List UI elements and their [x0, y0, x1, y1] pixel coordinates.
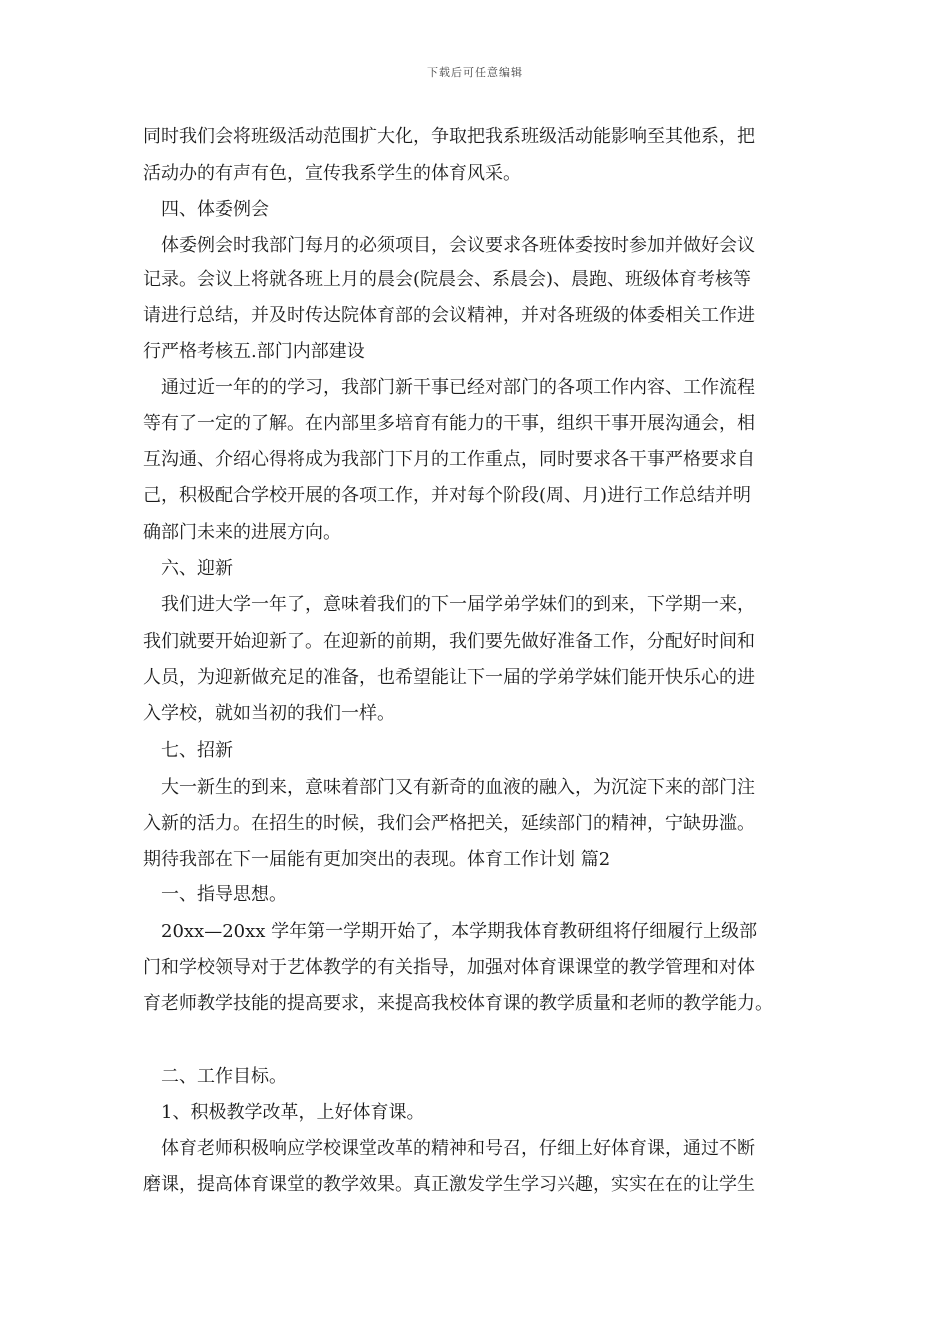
sub-heading: 1、积极教学改革，上好体育课。 — [143, 1102, 425, 1123]
text-line: 记录。会议上将就各班上月的晨会(院晨会、系晨会)、晨跑、班级体育考核等 — [143, 269, 752, 290]
text-line: 我们就要开始迎新了。在迎新的前期，我们要先做好准备工作，分配好时间和 — [143, 631, 755, 652]
text-line: 等有了一定的了解。在内部里多培育有能力的干事，组织干事开展沟通会，相 — [143, 413, 755, 434]
text-line: 行严格考核五.部门内部建设 — [143, 341, 365, 362]
section-heading: 七、招新 — [143, 740, 233, 761]
text-line: 确部门未来的进展方向。 — [143, 522, 341, 543]
text-line: 同时我们会将班级活动范围扩大化，争取把我系班级活动能影响至其他系，把 — [143, 126, 755, 147]
section-heading: 一、指导思想。 — [143, 884, 287, 905]
text-line: 磨课，提高体育课堂的教学效果。真正激发学生学习兴趣，实实在在的让学生 — [143, 1174, 755, 1195]
text-line: 我们进大学一年了，意味着我们的下一届学弟学妹们的到来，下学期一来， — [143, 594, 755, 615]
section-heading: 四、体委例会 — [143, 199, 269, 220]
section-heading: 二、工作目标。 — [143, 1066, 287, 1087]
text-line: 门和学校领导对于艺体教学的有关指导，加强对体育课课堂的教学管理和对体 — [143, 957, 755, 978]
text-line: 通过近一年的的学习，我部门新干事已经对部门的各项工作内容、工作流程 — [143, 377, 755, 398]
text-line: 请进行总结，并及时传达院体育部的会议精神，并对各班级的体委相关工作进 — [143, 305, 755, 326]
text-line: 入新的活力。在招生的时候，我们会严格把关，延续部门的精神，宁缺毋滥。 — [143, 813, 755, 834]
text-line: 己，积极配合学校开展的各项工作，并对每个阶段(周、月)进行工作总结并明 — [143, 485, 752, 506]
text-line: 育老师教学技能的提高要求，来提高我校体育课的教学质量和老师的教学能力。 — [143, 993, 773, 1014]
page-header: 下载后可任意编辑 — [427, 66, 523, 79]
text-line: 活动办的有声有色，宣传我系学生的体育风采。 — [143, 163, 521, 184]
section-heading: 六、迎新 — [143, 558, 233, 579]
text-line: 体育老师积极响应学校课堂改革的精神和号召，仔细上好体育课，通过不断 — [143, 1138, 755, 1159]
text-line: 人员，为迎新做充足的准备，也希望能让下一届的学弟学妹们能开快乐心的进 — [143, 667, 755, 688]
text-line: 大一新生的到来，意味着部门又有新奇的血液的融入，为沉淀下来的部门注 — [143, 777, 755, 798]
text-line: 体委例会时我部门每月的必须项目，会议要求各班体委按时参加并做好会议 — [143, 235, 755, 256]
text-line: 20xx—20xx 学年第一学期开始了，本学期我体育教研组将仔细履行上级部 — [143, 921, 758, 942]
text-line: 期待我部在下一届能有更加突出的表现。体育工作计划 篇2 — [143, 849, 611, 870]
text-line: 入学校，就如当初的我们一样。 — [143, 703, 395, 724]
text-line: 互沟通、介绍心得将成为我部门下月的工作重点，同时要求各干事严格要求自 — [143, 449, 755, 470]
